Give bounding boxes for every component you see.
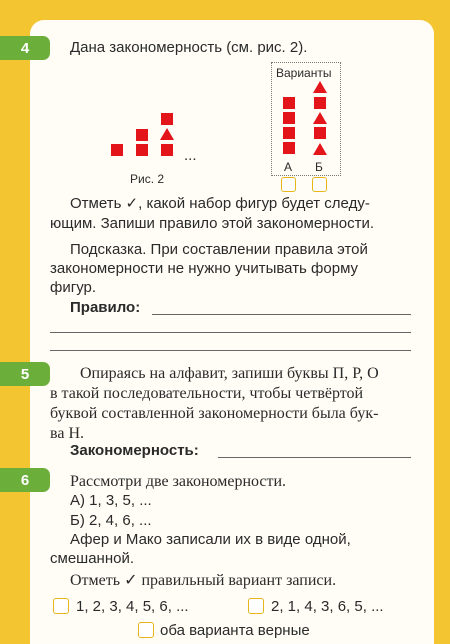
square-shape bbox=[283, 97, 295, 109]
hint-line-1: Подсказка. При составлении правила этой bbox=[70, 241, 368, 258]
task5-line-3: буквой составленной закономерности была бук- bbox=[50, 405, 379, 422]
variant-b-checkbox[interactable] bbox=[312, 177, 327, 192]
square-shape bbox=[111, 144, 123, 156]
option-3-label: оба варианта верные bbox=[160, 622, 310, 639]
task6-line-1: Рассмотри две закономерности. bbox=[70, 473, 287, 490]
instruction-line-1: Отметь ✓, какой набор фигур будет следу- bbox=[70, 195, 370, 212]
task6-text-line-1: Афер и Мако записали их в виде одной, bbox=[70, 531, 351, 548]
task-number-4 bbox=[0, 36, 50, 60]
hint-line-2: закономерности не нужно учитывать форму bbox=[50, 260, 359, 277]
sequence-b: Б) 2, 4, 6, ... bbox=[70, 512, 152, 529]
triangle-shape bbox=[313, 112, 327, 124]
sequence-a: А) 1, 3, 5, ... bbox=[70, 492, 152, 509]
task-number-text: 4 bbox=[20, 39, 30, 57]
option-3-checkbox[interactable] bbox=[138, 622, 154, 638]
option-1-checkbox[interactable] bbox=[53, 598, 69, 614]
rule-label: Правило: bbox=[70, 299, 141, 316]
square-shape bbox=[283, 127, 295, 139]
task-number-text: 5 bbox=[20, 365, 30, 383]
ellipsis: ... bbox=[184, 147, 197, 164]
task-number-6 bbox=[0, 468, 50, 492]
square-shape bbox=[314, 97, 326, 109]
triangle-shape bbox=[313, 81, 327, 93]
task-number-text: 6 bbox=[20, 471, 30, 489]
task5-line-1: Опираясь на алфавит, запиши буквы П, Р, О bbox=[80, 365, 379, 382]
instruction-line-2: ющим. Запиши правило этой закономерности. bbox=[50, 215, 375, 232]
hint-line-3: фигур. bbox=[50, 279, 97, 296]
task5-line-2: в такой последовательности, чтобы четвёртой bbox=[50, 385, 364, 402]
option-2-label: 2, 1, 4, 3, 6, 5, ... bbox=[271, 598, 384, 615]
option-2-checkbox[interactable] bbox=[248, 598, 264, 614]
square-shape bbox=[314, 127, 326, 139]
figure-caption: Рис. 2 bbox=[130, 172, 165, 186]
square-shape bbox=[136, 144, 148, 156]
square-shape bbox=[283, 112, 295, 124]
rule-answer-line[interactable] bbox=[152, 314, 411, 315]
variant-a-label: А bbox=[284, 160, 293, 174]
variant-a-checkbox[interactable] bbox=[281, 177, 296, 192]
variants-label: Варианты bbox=[276, 66, 332, 80]
square-shape bbox=[161, 144, 173, 156]
task4-intro: Дана закономерность (см. рис. 2). bbox=[70, 39, 308, 56]
rule-answer-line[interactable] bbox=[50, 350, 411, 351]
square-shape bbox=[283, 142, 295, 154]
task-number-5 bbox=[0, 362, 50, 386]
triangle-shape bbox=[313, 143, 327, 155]
mark-instruction: Отметь ✓ правильный вариант записи. bbox=[70, 572, 337, 589]
pattern-label: Закономерность: bbox=[70, 442, 199, 459]
task6-text-line-2: смешанной. bbox=[50, 550, 134, 567]
square-shape bbox=[136, 129, 148, 141]
rule-answer-line[interactable] bbox=[50, 332, 411, 333]
option-1-label: 1, 2, 3, 4, 5, 6, ... bbox=[76, 598, 189, 615]
square-shape bbox=[161, 113, 173, 125]
variant-b-label: Б bbox=[315, 160, 323, 174]
task5-line-4: ва Н. bbox=[50, 425, 84, 442]
triangle-shape bbox=[160, 128, 174, 140]
pattern-answer-line[interactable] bbox=[218, 457, 411, 458]
